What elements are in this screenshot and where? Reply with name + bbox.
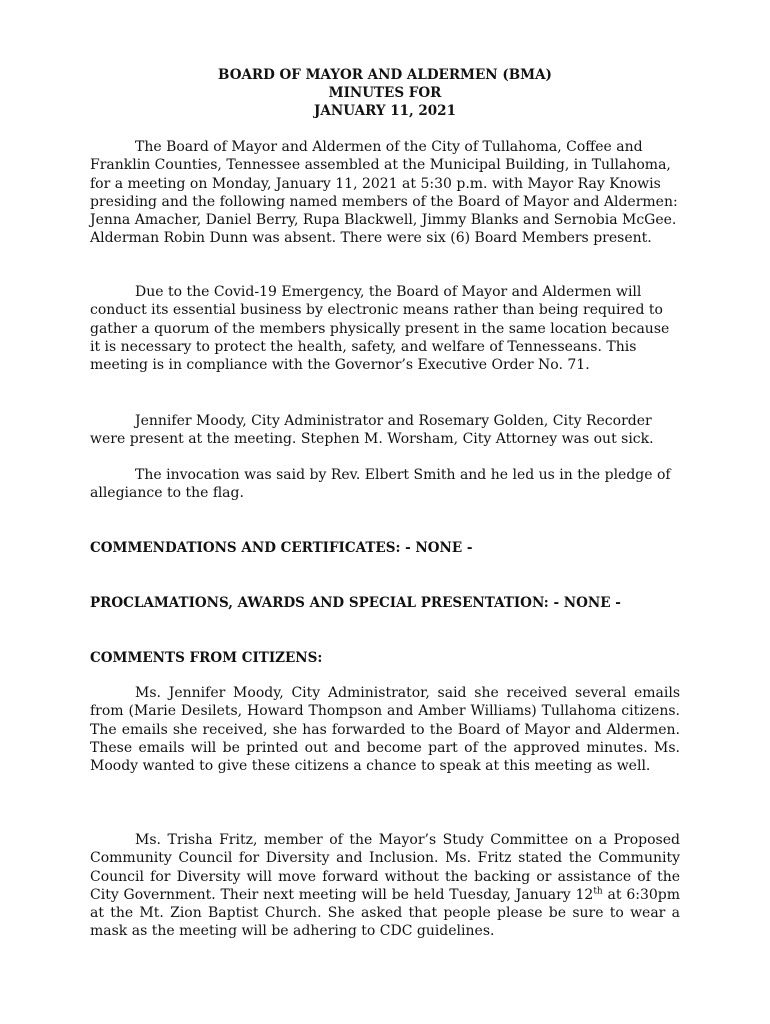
paragraph-staff: Jennifer Moody, City Administrator and Rosemary Golden, City Recorder were present at the meeting. Stephen M. Worsham, City Attorney was out sick. xyxy=(90,413,654,448)
doc-date: JANUARY 11, 2021 xyxy=(314,103,456,119)
ordinal-suffix: th xyxy=(593,886,603,897)
paragraph-fritz-comments xyxy=(90,831,680,941)
section-proclamations: PROCLAMATIONS, AWARDS AND SPECIAL PRESENTATION: - NONE - xyxy=(90,595,621,611)
paragraph-covid: Due to the Covid-19 Emergency, the Board of Mayor and Aldermen will conduct its essential business by electronic means rather than being required to gather a quorum of the members physically present in the same location because it is necessary to protect the health, safety, and welfare of Tennesseans. This meeting is in compliance with the Governor’s Executive Order No. 71. xyxy=(90,284,670,374)
paragraph-invocation: The invocation was said by Rev. Elbert Smith and he led us in the pledge of allegiance to the flag. xyxy=(90,467,671,502)
fritz-text-start: Ms. Trisha Fritz, member of the Mayor’s Study Committee on a Proposed Community Council for Diversity and Inclusion. Ms. Fritz stated the Community Council for Diversity will move forward without the backing or assistance of the City Government. Their next meeting will be held Tuesday, January 12 xyxy=(90,832,680,903)
paragraph-moody-comments: Ms. Jennifer Moody, City Administrator, said she received several emails from (Marie Desilets, Howard Thompson and Amber Williams) Tullahoma citizens. The emails she received, she has forwarded to the Board of Mayor and Aldermen. These emails will be printed out and become part of the approved minutes. Ms. Moody wanted to give these citizens a chance to speak at this meeting as well. xyxy=(90,685,680,775)
section-comments: COMMENTS FROM CITIZENS: xyxy=(90,650,323,666)
doc-subtitle: MINUTES FOR xyxy=(328,85,442,101)
paragraph-attendance: The Board of Mayor and Aldermen of the City of Tullahoma, Coffee and Franklin Counties, Tennessee assembled at the Municipal Building, in Tullahoma, for a meeting on Monday, January 11, 2021 at 5:30 p.m. with Mayor Ray Knowis presiding and the following named members of the Board of Mayor and Aldermen: Jenna Amacher, Daniel Berry, Rupa Blackwell, Jimmy Blanks and Sernobia McGee. Alderman Robin Dunn was absent. There were six (6) Board Members present. xyxy=(90,139,678,247)
section-commendations: COMMENDATIONS AND CERTIFICATES: - NONE - xyxy=(90,540,473,556)
doc-title: BOARD OF MAYOR AND ALDERMEN (BMA) xyxy=(218,67,552,83)
fritz-text-end: at 6:30pm at the Mt. Zion Baptist Church. She asked that people please be sure to wear a mask as the meeting will be adhering to CDC guidelines. xyxy=(90,886,680,940)
